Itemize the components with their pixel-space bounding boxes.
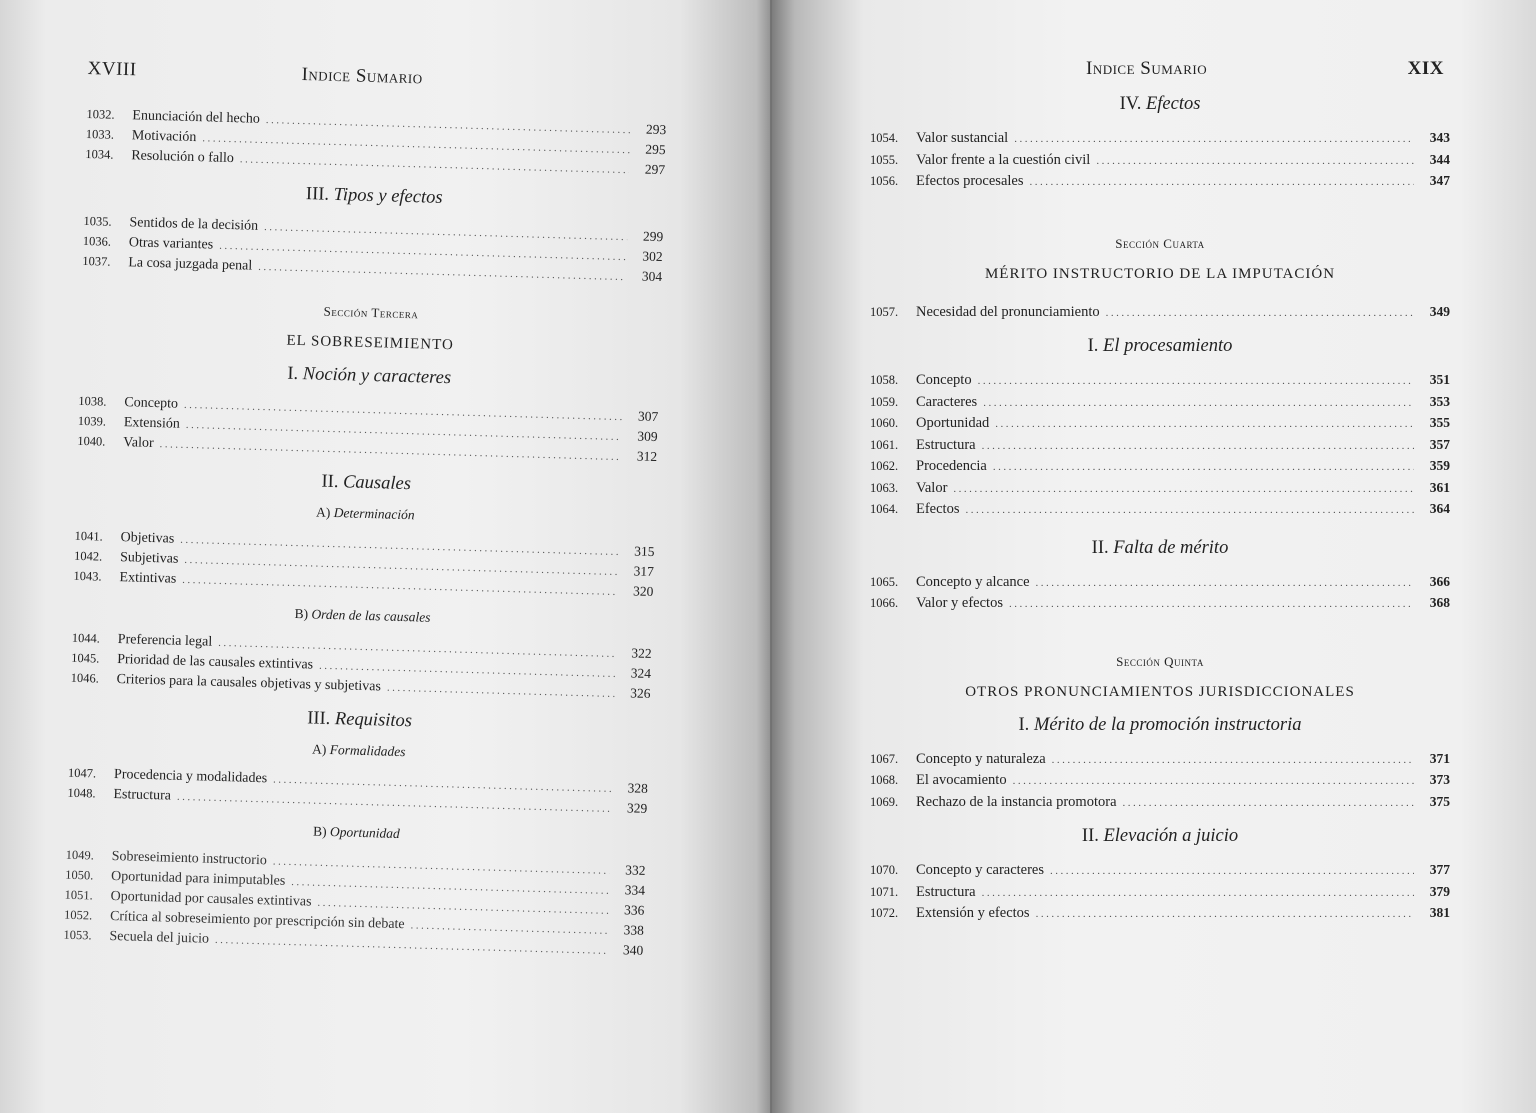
entry-number: 1037. (82, 253, 111, 269)
entry-page: 344 (1429, 151, 1450, 167)
running-title: Indice Sumario (301, 63, 423, 89)
dot-leader (1013, 771, 1414, 793)
entry-page: 381 (1429, 905, 1450, 920)
entry-number: 1040. (77, 433, 106, 449)
entry-title: Objetivas (120, 530, 175, 547)
entry-group (870, 748, 1450, 813)
dot-leader (965, 500, 1414, 522)
toc-entry (870, 571, 1450, 593)
toc-entry (870, 391, 1450, 413)
entry-title: Valor frente a la cuestión civil (916, 151, 1091, 168)
toc-entry (870, 859, 1450, 881)
heading-roman: I. (287, 363, 299, 384)
entry-number: 1042. (73, 548, 103, 564)
dot-leader (1030, 172, 1415, 194)
running-title: Indice Sumario (1086, 58, 1208, 79)
toc-entry (870, 412, 1450, 434)
entry-page: 336 (623, 902, 645, 918)
toc-entry (870, 170, 1450, 192)
dot-leader (1036, 573, 1414, 595)
toc-entry (870, 881, 1450, 903)
entry-number: 1054. (870, 131, 899, 145)
heading-roman: III. (305, 184, 330, 205)
dot-leader (1009, 594, 1414, 616)
entry-title: Valor (916, 479, 948, 496)
toc-entry (870, 791, 1450, 813)
entry-number: 1062. (870, 459, 899, 473)
entry-page: 371 (1429, 750, 1450, 766)
entry-number: 1066. (870, 596, 899, 610)
subsection-heading (870, 94, 1450, 115)
entry-page: 304 (641, 268, 663, 285)
entry-number: 1063. (870, 480, 899, 495)
toc-entry (870, 149, 1450, 171)
heading-roman: I. (1018, 714, 1030, 735)
entry-page: 366 (1429, 573, 1450, 589)
entry-number: 1064. (870, 502, 899, 516)
subsection-heading (870, 538, 1450, 559)
entry-page: 338 (623, 922, 645, 938)
section-label: Sección Tercera (323, 303, 419, 322)
entry-page: 361 (1429, 479, 1450, 495)
subsection-heading (76, 465, 656, 502)
dot-leader (953, 479, 1414, 501)
sub-heading-title: Oportunidad (329, 824, 400, 842)
toc-entry (870, 592, 1450, 614)
dot-leader (1123, 793, 1414, 815)
sub-heading-letter: A) (315, 504, 331, 520)
entry-number: 1053. (63, 927, 92, 943)
entry-group (870, 301, 1450, 323)
entry-number: 1038. (78, 393, 107, 409)
entry-page: 379 (1429, 883, 1450, 899)
entry-page: 349 (1429, 303, 1450, 319)
entry-page: 353 (1429, 393, 1450, 409)
entry-number: 1069. (870, 794, 899, 809)
heading-title: Mérito de la promoción instructoria (1033, 714, 1302, 735)
entry-title: Crítica al sobreseimiento por prescripción sin debate (109, 908, 405, 933)
toc-entry (870, 498, 1450, 520)
entry-number: 1067. (870, 751, 899, 766)
entry-page: 324 (630, 665, 652, 681)
entry-page: 299 (642, 228, 664, 245)
entry-title: Extensión (123, 415, 181, 432)
entry-number: 1032. (86, 106, 115, 122)
entry-page: 329 (626, 800, 648, 816)
entry-title: Valor (123, 435, 154, 451)
entry-group (870, 859, 1450, 924)
dot-leader (982, 883, 1414, 905)
entry-title: Rechazo de la instancia promotora (916, 793, 1117, 810)
entry-group (73, 526, 654, 602)
entry-page: 355 (1429, 415, 1450, 430)
entry-page: 332 (625, 862, 646, 878)
entry-number: 1049. (65, 847, 95, 863)
entry-page: 309 (637, 428, 658, 445)
subsection-heading (870, 826, 1450, 847)
sub-heading-title: Determinación (333, 505, 415, 523)
entry-title: Efectos (916, 501, 960, 517)
entry-page: 368 (1429, 595, 1450, 610)
section-title: EL SOBRESEIMIENTO (286, 332, 455, 354)
heading-title: Falta de mérito (1113, 537, 1229, 558)
entry-title: Valor sustancial (916, 130, 1009, 146)
entry-title: Efectos procesales (916, 173, 1024, 189)
entry-group (70, 628, 651, 704)
subsection-heading (69, 702, 649, 739)
section-label: Sección Quinta (1116, 653, 1204, 669)
entry-title: Resolución o fallo (131, 148, 235, 167)
heading-title: Requisitos (334, 709, 413, 732)
entry-page: 320 (632, 583, 654, 599)
entry-number: 1045. (71, 650, 100, 666)
sub-heading (72, 600, 652, 632)
heading-roman: II. (1091, 537, 1109, 558)
entry-number: 1060. (870, 416, 899, 430)
entry-title: Otras variantes (128, 235, 214, 253)
entry-group (82, 211, 663, 287)
entry-title: Extintivas (119, 570, 177, 587)
entry-title: Enunciación del hecho (132, 108, 261, 127)
entry-page: 328 (627, 780, 649, 796)
right-page (772, 0, 1536, 1113)
entry-title: Preferencia legal (117, 632, 213, 650)
entry-group (67, 763, 648, 819)
entry-number: 1041. (74, 528, 103, 544)
entry-page: 302 (642, 248, 663, 265)
entry-page: 315 (633, 543, 655, 560)
entry-title: Sobreseimiento instructorio (111, 848, 268, 869)
entry-number: 1071. (870, 884, 899, 899)
dot-leader (1050, 861, 1414, 883)
dot-leader (1036, 904, 1414, 926)
toc-entry (870, 769, 1450, 791)
entry-page: 312 (636, 448, 658, 465)
entry-title: Criterios para la causales objetivas y subjetivas (116, 672, 382, 695)
subsection-heading (84, 178, 664, 215)
entry-number: 1036. (82, 233, 112, 249)
entry-page: 307 (637, 408, 659, 425)
heading-roman: I. (1087, 336, 1099, 356)
toc-entry (870, 301, 1450, 323)
entry-title: Concepto (124, 395, 179, 412)
toc-entry (870, 902, 1450, 924)
left-page-content (63, 58, 668, 961)
entry-page: 377 (1429, 862, 1450, 877)
dot-leader (1106, 303, 1414, 325)
entry-group (870, 571, 1450, 614)
heading-title: Causales (342, 472, 412, 495)
dot-leader (1014, 129, 1414, 151)
entry-page: 317 (633, 563, 655, 579)
section-title: OTROS PRONUNCIAMIENTOS JURISDICCIONALES (965, 683, 1355, 700)
entry-page: 357 (1429, 436, 1450, 452)
entry-group (63, 845, 646, 961)
dot-leader (982, 436, 1414, 458)
entry-number: 1034. (85, 146, 114, 162)
right-page-header (870, 58, 1450, 88)
sub-heading-letter: B) (312, 823, 327, 839)
heading-roman: IV. (1119, 94, 1142, 114)
entry-title: Sentidos de la decisión (129, 215, 259, 234)
entry-title: Concepto y alcance (916, 573, 1030, 590)
entry-page: 334 (624, 882, 646, 898)
right-page-content (870, 58, 1450, 924)
entry-number: 1058. (870, 373, 899, 387)
entry-number: 1068. (870, 773, 899, 787)
entry-title: Oportunidad (916, 415, 990, 431)
entry-group (870, 369, 1450, 520)
entry-page: 373 (1429, 772, 1450, 787)
sub-heading (69, 735, 649, 767)
entry-title: Motivación (131, 128, 197, 146)
dot-leader (1052, 750, 1414, 772)
entry-number: 1056. (870, 174, 899, 188)
entry-title: Caracteres (916, 393, 978, 410)
entry-page: 326 (630, 685, 651, 701)
entry-number: 1046. (70, 670, 99, 686)
toc-entry (870, 127, 1450, 149)
dot-leader (1096, 151, 1414, 173)
entry-title: Necesidad del pronunciamiento (916, 303, 1100, 320)
entry-title: Concepto y caracteres (916, 862, 1045, 878)
entry-title: Subjetivas (119, 550, 179, 567)
toc-entry (870, 434, 1450, 456)
entry-number: 1039. (77, 413, 107, 429)
entry-title: Secuela del juicio (109, 928, 210, 947)
page-number: XIX (1407, 58, 1444, 79)
entry-title: Estructura (916, 436, 976, 453)
entry-title: Estructura (113, 787, 172, 804)
entry-group (870, 127, 1450, 192)
entry-title: El avocamiento (916, 772, 1007, 788)
page-number: XVIII (87, 58, 137, 81)
subsection-heading (79, 358, 659, 395)
heading-roman: III. (306, 708, 331, 730)
entry-number: 1065. (870, 574, 899, 589)
entry-number: 1044. (71, 630, 101, 646)
section-title: MÉRITO INSTRUCTORIO DE LA IMPUTACIÓN (984, 265, 1336, 282)
sub-heading (75, 498, 655, 530)
entry-number: 1059. (870, 394, 899, 409)
sub-heading-letter: B) (294, 605, 309, 622)
section-label: Sección Cuarta (1115, 235, 1205, 251)
entry-number: 1035. (83, 213, 112, 229)
sub-heading (66, 817, 646, 849)
entry-number: 1061. (870, 437, 899, 452)
toc-entry (870, 369, 1450, 391)
toc-entry (870, 748, 1450, 770)
heading-roman: II. (321, 471, 339, 493)
entry-number: 1047. (67, 765, 97, 781)
dot-leader (993, 457, 1414, 479)
heading-title: El procesamiento (1103, 336, 1233, 356)
heading-roman: II. (1081, 826, 1099, 846)
entry-title: Oportunidad para inimputables (110, 868, 286, 889)
sub-heading-title: Orden de las causales (311, 606, 431, 625)
sub-heading-letter: A) (311, 741, 327, 757)
entry-page: 297 (644, 161, 666, 178)
entry-page: 343 (1429, 130, 1450, 145)
entry-title: Concepto (916, 372, 972, 388)
entry-page: 293 (645, 121, 667, 138)
entry-page: 359 (1429, 458, 1450, 473)
entry-page: 364 (1429, 501, 1450, 516)
heading-title: Efectos (1145, 94, 1201, 114)
entry-number: 1051. (64, 887, 93, 903)
entry-group (77, 391, 658, 467)
toc-entry (870, 455, 1450, 477)
subsection-heading (870, 336, 1450, 357)
subsection-heading (870, 715, 1450, 736)
entry-number: 1043. (73, 568, 102, 584)
entry-title: Estructura (916, 883, 976, 900)
heading-title: Tipos y efectos (333, 184, 443, 208)
entry-page: 375 (1429, 793, 1450, 809)
dot-leader (983, 393, 1414, 415)
toc-entry (870, 477, 1450, 499)
entry-title: Extensión y efectos (916, 905, 1030, 921)
entry-number: 1050. (64, 867, 94, 883)
entry-page: 322 (631, 645, 652, 661)
entry-title: Prioridad de las causales extintivas (117, 652, 314, 673)
heading-title: Noción y caracteres (302, 364, 452, 389)
entry-page: 340 (622, 942, 644, 958)
entry-page: 347 (1429, 173, 1450, 188)
entry-title: Concepto y naturaleza (916, 750, 1046, 767)
entry-number: 1048. (67, 785, 96, 801)
entry-page: 351 (1429, 372, 1450, 387)
entry-title: La cosa juzgada penal (128, 255, 253, 274)
entry-number: 1057. (870, 304, 899, 319)
entry-number: 1052. (63, 907, 93, 923)
entry-title: Procedencia (916, 458, 987, 474)
entry-number: 1070. (870, 863, 899, 877)
entry-page: 295 (645, 141, 666, 158)
sub-heading-title: Formalidades (329, 742, 406, 760)
entry-title: Procedencia y modalidades (113, 767, 268, 787)
entry-number: 1072. (870, 906, 899, 920)
entry-number: 1055. (870, 152, 899, 167)
entry-number: 1033. (85, 126, 115, 142)
entry-title: Oportunidad por causales extintivas (110, 888, 312, 910)
dot-leader (978, 371, 1414, 393)
dot-leader (995, 414, 1414, 436)
heading-title: Elevación a juicio (1103, 826, 1239, 846)
entry-title: Valor y efectos (916, 595, 1003, 611)
